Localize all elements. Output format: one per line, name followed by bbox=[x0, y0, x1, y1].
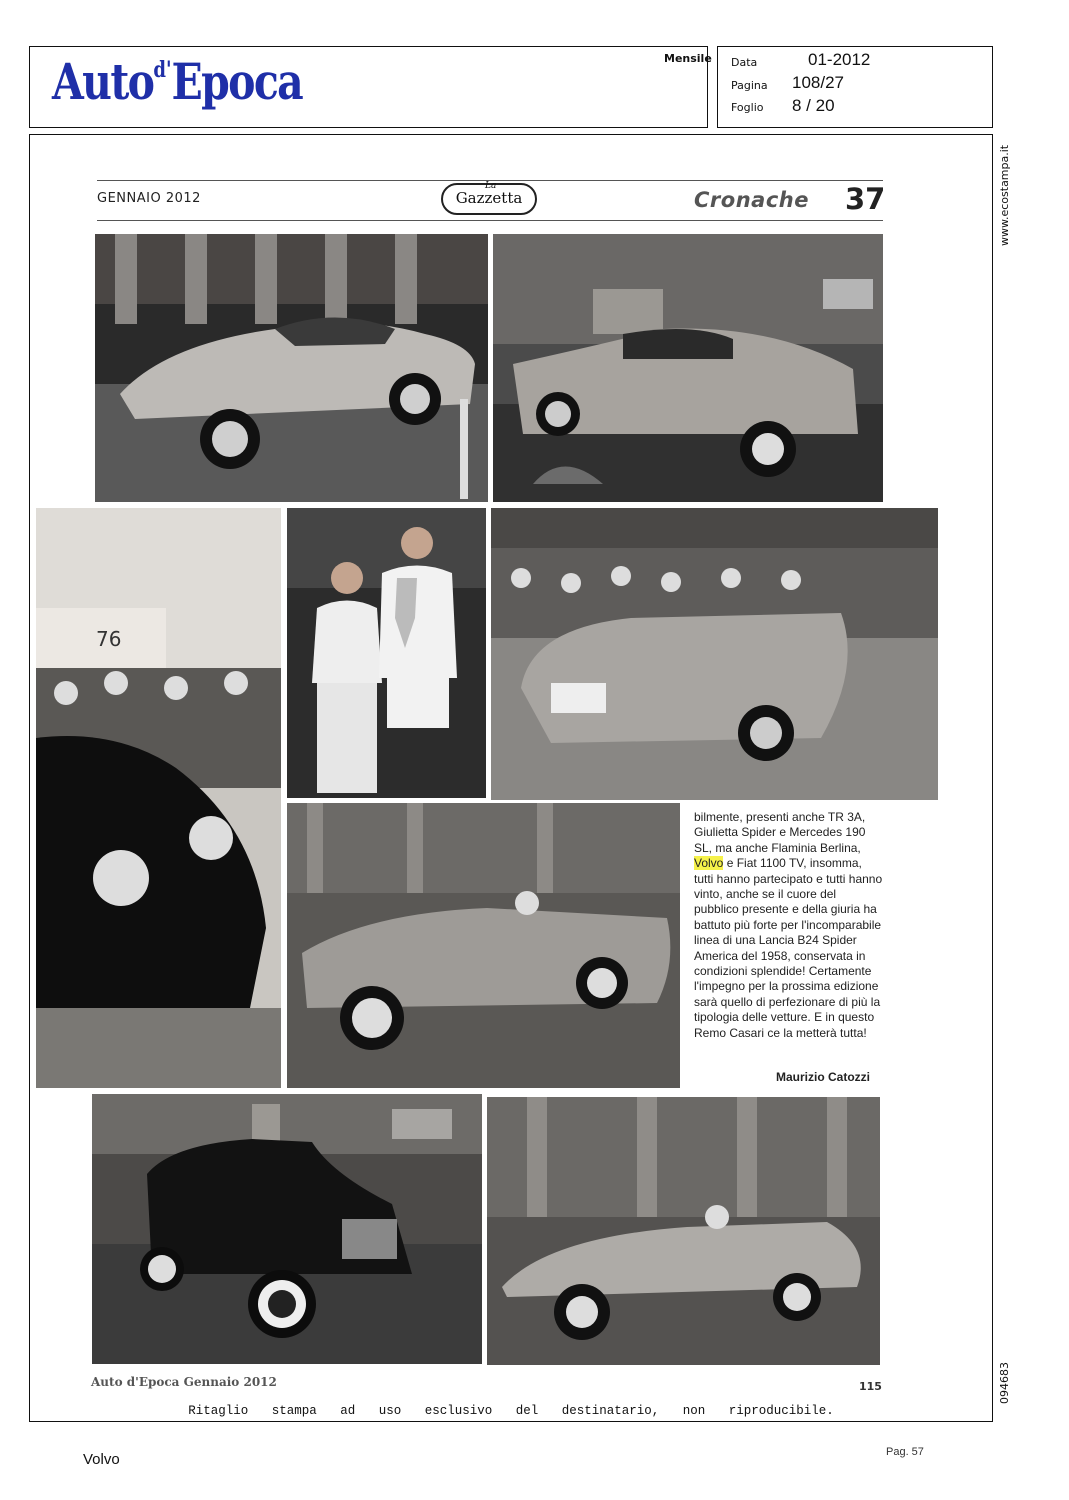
clipping-code: 094683 bbox=[998, 1362, 1011, 1404]
article-body: bilmente, presenti anche TR 3A, Giulietta Spider e Mercedes 190 SL, ma anche Flaminia Berlina, Volvo e Fiat 1100 TV, insomma, tutti hanno partecipato e tutti hanno vinto, anche se il cuore del pubblico presente e della giuria ha battuto più forte per l'incomparabile linea di una Lancia B24 Spider America del 1958, conservata in condizioni splendide! Certamente l'impegno per la prossima edizione sarà quello di perfezionare di più la tipologia delle vetture. E in questo Remo Casari ce la metterà tutta! bbox=[694, 810, 883, 1040]
section-title: Cronache bbox=[694, 188, 809, 212]
meta-page-label: Pagina bbox=[731, 79, 768, 92]
page-indicator: Pag. 57 bbox=[886, 1446, 924, 1458]
photo-spider-lancia bbox=[287, 803, 680, 1088]
issue-date: GENNAIO 2012 bbox=[97, 191, 201, 206]
meta-date-label: Data bbox=[731, 56, 758, 69]
photo-mercedes-190sl bbox=[487, 1097, 880, 1365]
bottom-rule bbox=[97, 220, 883, 221]
highlighted-keyword: Volvo bbox=[694, 856, 724, 871]
masthead-logo: Auto$^{d'}$Epoca bbox=[52, 52, 303, 111]
copyright-notice: Ritaglio stampa ad uso esclusivo del destinatario, non riproducibile. bbox=[188, 1404, 834, 1418]
magazine-footer-page: 115 bbox=[859, 1380, 882, 1393]
article-author: Maurizio Catozzi bbox=[776, 1070, 871, 1084]
website-side-text[interactable]: www.ecostampa.it bbox=[998, 144, 1011, 246]
svg-text:76: 76 bbox=[96, 627, 122, 651]
photo-convertible-audience bbox=[491, 508, 938, 800]
photo-audience-black-car bbox=[36, 508, 281, 1088]
frequency-label: Mensile bbox=[664, 52, 712, 65]
meta-sheet-value: 8 / 20 bbox=[792, 96, 835, 115]
magazine-page-number: 37 bbox=[845, 182, 886, 216]
photo-trophy-award bbox=[287, 508, 486, 798]
meta-date-value: 01-2012 bbox=[808, 50, 871, 69]
keyword-label: Volvo bbox=[83, 1451, 120, 1468]
photo-grey-sedan bbox=[493, 234, 883, 502]
magazine-footer-title: Auto d'Epoca Gennaio 2012 bbox=[91, 1375, 277, 1389]
photo-fiat-1100 bbox=[92, 1094, 482, 1364]
meta-sheet-label: Foglio bbox=[731, 101, 764, 114]
photo-coupe-montreal bbox=[95, 234, 488, 502]
meta-page-value: 108/27 bbox=[792, 73, 844, 92]
gazzetta-logo: La Gazzetta bbox=[441, 183, 537, 215]
